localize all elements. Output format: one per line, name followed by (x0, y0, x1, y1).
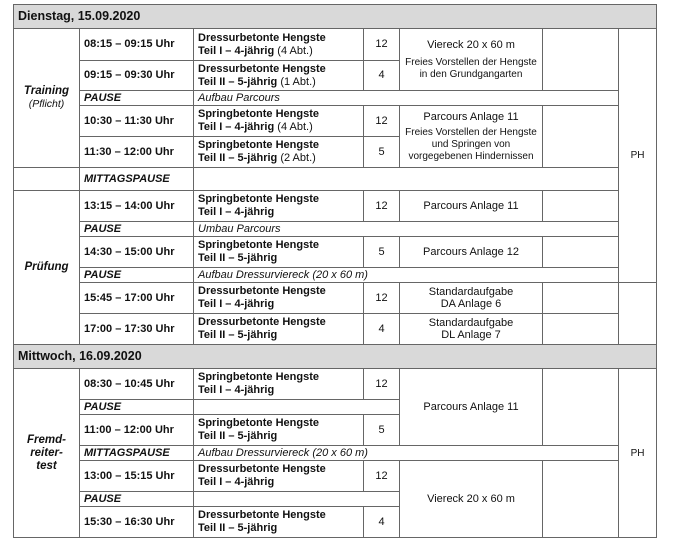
class-part: Teil II – 5-jährig (198, 252, 278, 264)
day-header (14, 345, 657, 369)
location-cell (400, 283, 543, 314)
count-cell: 12 (364, 191, 400, 222)
count-cell: 4 (364, 507, 400, 538)
table-row (14, 461, 657, 492)
ph-cell: PH (619, 29, 657, 283)
pause-cell: PAUSE (80, 268, 194, 283)
class-cell (194, 283, 364, 314)
empty-cell (543, 283, 619, 314)
table-row (14, 283, 657, 314)
class-cell (194, 61, 364, 91)
table-row (14, 237, 657, 268)
class-cell (194, 29, 364, 61)
pause-cell: MITTAGSPAUSE (80, 168, 194, 191)
count-cell: 5 (364, 415, 400, 446)
table-row (14, 106, 657, 137)
class-name: Dressurbetonte Hengste (198, 316, 326, 328)
class-extra: (2 Abt.) (277, 152, 316, 164)
location-main: Viereck 20 x 60 m (427, 38, 515, 51)
class-part: Teil I – 4-jährig (198, 206, 275, 218)
time-cell: 08:15 – 09:15 Uhr (80, 29, 194, 61)
count-cell: 4 (364, 314, 400, 345)
class-name: Dressurbetonte Hengste (198, 285, 326, 297)
block-subtitle: (Pflicht) (28, 98, 65, 110)
class-cell (194, 461, 364, 492)
count-cell: 4 (364, 61, 400, 91)
class-name: Springbetonte Hengste (198, 239, 320, 251)
location-cell (400, 106, 543, 168)
count-cell: 12 (364, 369, 400, 400)
table-row (14, 314, 657, 345)
table-row (14, 268, 657, 283)
location-main: Parcours Anlage 11 (423, 401, 519, 413)
empty-cell (194, 492, 400, 507)
class-cell (194, 191, 364, 222)
class-part: Teil II – 5-jährig (198, 75, 278, 88)
time-cell: 08:30 – 10:45 Uhr (80, 369, 194, 400)
class-part: Teil II – 5-jährig (198, 329, 278, 341)
class-cell (194, 106, 364, 137)
ph-cell: PH (619, 369, 657, 538)
empty-cell (543, 106, 619, 168)
day-date: Dienstag, 15.09.2020 (14, 5, 657, 29)
class-part: Teil I – 4-jährig (198, 298, 275, 310)
location-cell (400, 461, 543, 538)
class-part: Teil II – 5-jährig (198, 152, 278, 164)
pause-cell: PAUSE (80, 91, 194, 106)
class-extra: (4 Abt.) (274, 121, 313, 133)
empty-cell (543, 461, 619, 538)
pause-note: Aufbau Dressurviereck (20 x 60 m) (194, 446, 619, 461)
location-main: Standardaufgabe (428, 317, 514, 329)
table-row (14, 222, 657, 237)
class-cell (194, 507, 364, 538)
class-part: Teil I – 4-jährig (198, 44, 275, 57)
location-detail: Freies Vorstellen der Hengste und Springen von vorgegebenen Hindernissen (405, 126, 537, 162)
empty-cell (543, 191, 619, 222)
class-cell (194, 314, 364, 345)
location-cell (400, 237, 543, 268)
empty-cell (194, 168, 619, 191)
count-cell: 12 (364, 283, 400, 314)
block-label (14, 191, 80, 345)
empty-cell (543, 369, 619, 446)
pause-cell: PAUSE (80, 492, 194, 507)
class-part: Teil I – 4-jährig (198, 121, 275, 133)
location-main: Viereck 20 x 60 m (427, 493, 515, 505)
block-title: Training (23, 85, 70, 97)
count-cell: 12 (364, 461, 400, 492)
table-row (14, 29, 657, 61)
table-row (14, 191, 657, 222)
table-row (14, 446, 657, 461)
location-main: Parcours Anlage 11 (423, 110, 519, 123)
time-cell: 11:00 – 12:00 Uhr (80, 415, 194, 446)
class-cell (194, 369, 364, 400)
table-row (14, 91, 657, 106)
location-detail: DA Anlage 6 (440, 298, 502, 310)
empty-cell (194, 400, 400, 415)
pause-note: Aufbau Parcours (194, 91, 619, 106)
block-label: Fremd- reiter- test (14, 369, 80, 538)
count-cell: 12 (364, 29, 400, 61)
day-header (14, 5, 657, 29)
class-part: Teil I – 4-jährig (198, 384, 275, 396)
block-title: Prüfung (24, 261, 69, 273)
class-name: Dressurbetonte Hengste (198, 62, 326, 75)
count-cell: 12 (364, 106, 400, 137)
empty-cell (543, 29, 619, 91)
class-name: Dressurbetonte Hengste (198, 463, 326, 475)
location-cell (400, 369, 543, 446)
time-cell: 13:15 – 14:00 Uhr (80, 191, 194, 222)
time-cell: 13:00 – 15:15 Uhr (80, 461, 194, 492)
class-name: Springbetonte Hengste (198, 139, 320, 151)
class-cell (194, 137, 364, 168)
time-cell: 17:00 – 17:30 Uhr (80, 314, 194, 345)
pause-cell: PAUSE (80, 400, 194, 415)
table-row (14, 168, 657, 191)
class-name: Springbetonte Hengste (198, 371, 320, 383)
pause-note: Aufbau Dressurviereck (20 x 60 m) (194, 268, 619, 283)
pause-cell: PAUSE (80, 222, 194, 237)
time-cell: 15:45 – 17:00 Uhr (80, 283, 194, 314)
location-main: Parcours Anlage 11 (423, 200, 519, 212)
time-cell: 15:30 – 16:30 Uhr (80, 507, 194, 538)
location-cell (400, 29, 543, 91)
count-cell: 5 (364, 137, 400, 168)
empty-cell (543, 237, 619, 268)
block-label (14, 29, 80, 168)
time-cell: 09:15 – 09:30 Uhr (80, 61, 194, 91)
class-part: Teil II – 5-jährig (198, 430, 278, 442)
empty-cell (14, 168, 80, 191)
location-cell (400, 191, 543, 222)
location-main: Parcours Anlage 12 (422, 246, 519, 258)
day-date: Mittwoch, 16.09.2020 (14, 345, 657, 369)
class-cell (194, 237, 364, 268)
class-cell (194, 415, 364, 446)
class-name: Dressurbetonte Hengste (198, 31, 326, 44)
class-part: Teil II – 5-jährig (198, 522, 278, 534)
class-extra: (4 Abt.) (274, 44, 313, 57)
table-row (14, 369, 657, 400)
class-name: Dressurbetonte Hengste (198, 509, 326, 521)
location-cell (400, 314, 543, 345)
time-cell: 10:30 – 11:30 Uhr (80, 106, 194, 137)
time-cell: 14:30 – 15:00 Uhr (80, 237, 194, 268)
location-detail: Freies Vorstellen der Hengste in den Grundgangarten (405, 56, 537, 80)
location-main: Standardaufgabe (428, 286, 514, 298)
count-cell: 5 (364, 237, 400, 268)
time-cell: 11:30 – 12:00 Uhr (80, 137, 194, 168)
class-name: Springbetonte Hengste (198, 193, 320, 205)
class-part: Teil I – 4-jährig (198, 476, 275, 488)
class-name: Springbetonte Hengste (198, 417, 320, 429)
pause-note: Umbau Parcours (194, 222, 619, 237)
pause-cell: MITTAGSPAUSE (80, 446, 194, 461)
schedule-table (13, 4, 657, 538)
class-name: Springbetonte Hengste (198, 108, 320, 120)
location-detail: DL Anlage 7 (441, 329, 501, 341)
empty-cell (543, 314, 619, 345)
empty-cell (619, 283, 657, 345)
class-extra: (1 Abt.) (277, 75, 316, 88)
